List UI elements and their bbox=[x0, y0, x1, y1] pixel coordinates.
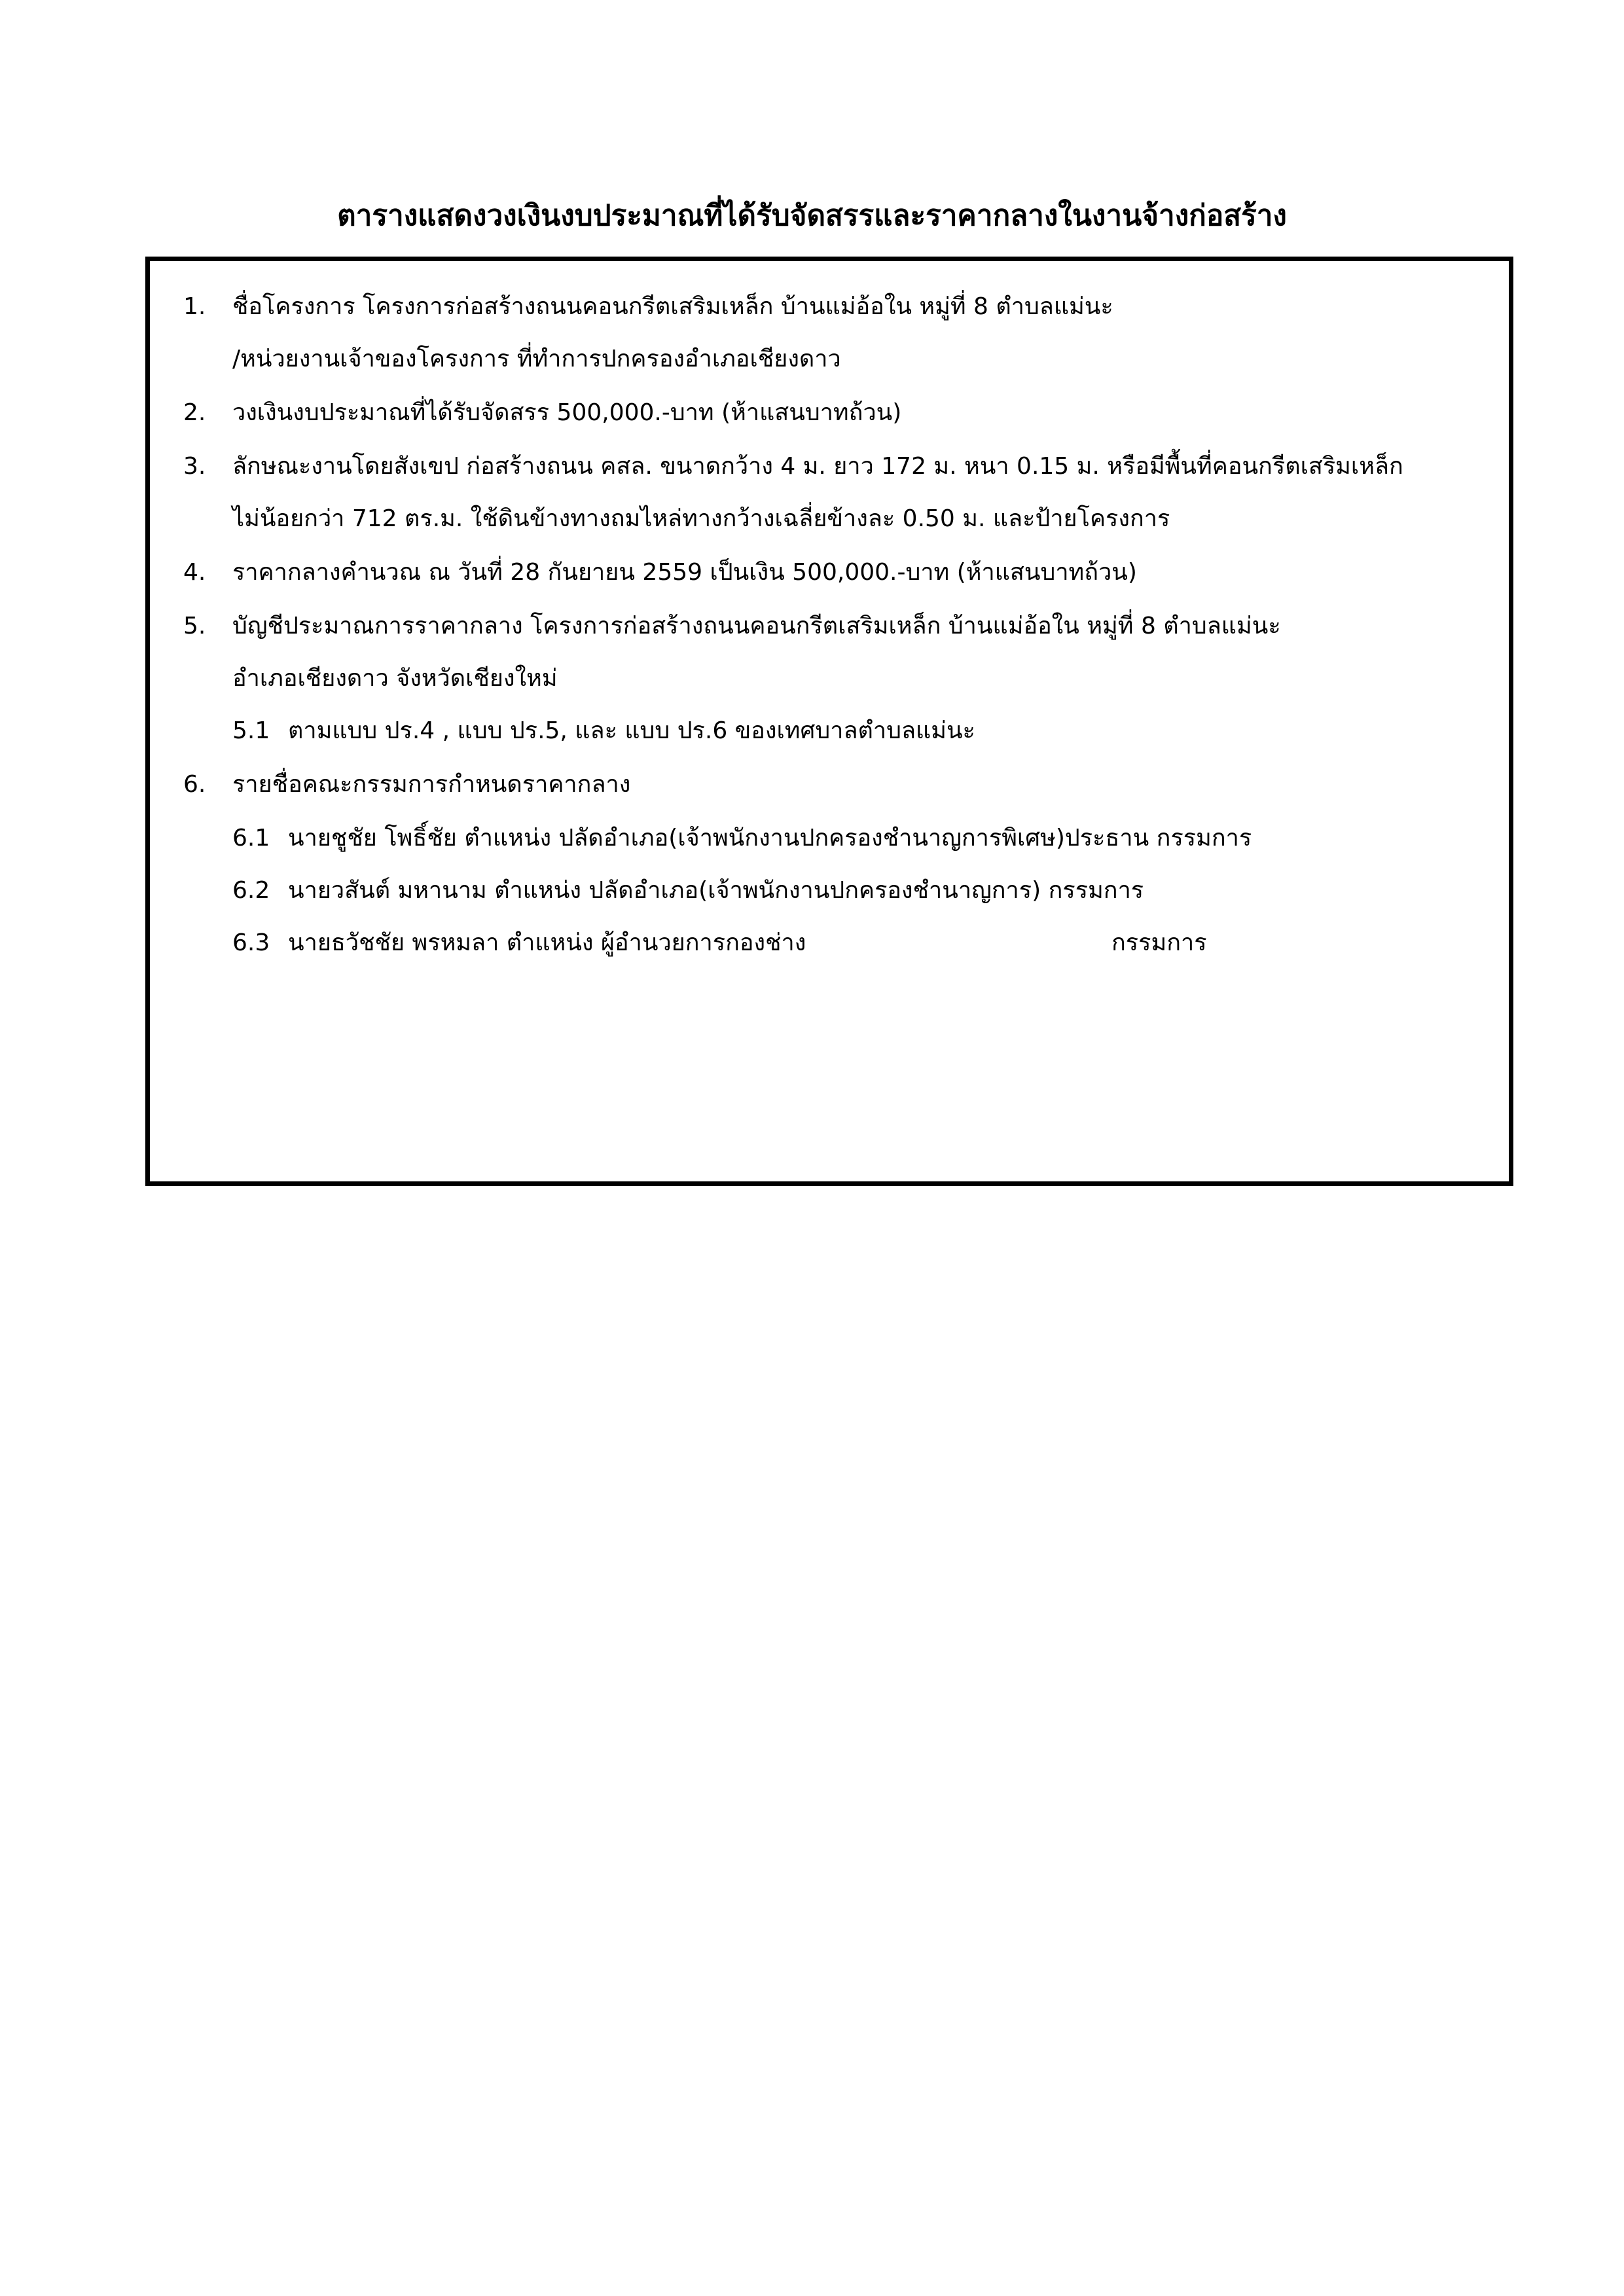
item-4-line-1: ราคากลางคำนวณ ณ วันที่ 28 กันยายน 2559 เป็นเงิน 500,000.-บาท (ห้าแสนบาทถ้วน) bbox=[232, 559, 1137, 586]
item-2-line-1: วงเงินงบประมาณที่ได้รับจัดสรร 500,000.-บาท (ห้าแสนบาทถ้วน) bbox=[232, 399, 902, 426]
item-6-2-number: 6.2 bbox=[232, 877, 270, 904]
item-6-number: 6. bbox=[183, 771, 206, 798]
item-6-3-number: 6.3 bbox=[232, 929, 270, 956]
item-1-number: 1. bbox=[183, 293, 206, 320]
item-2-number: 2. bbox=[183, 399, 206, 426]
item-6-1-number: 6.1 bbox=[232, 825, 270, 852]
item-3-line-1: ลักษณะงานโดยสังเขป ก่อสร้างถนน คสล. ขนาดกว้าง 4 ม. ยาว 172 ม. หนา 0.15 ม. หรือมีพื้นที่คอนกรีตเสริมเหล็ก bbox=[232, 453, 1403, 480]
item-5-number: 5. bbox=[183, 613, 206, 639]
item-5-line-2: อำเภอเชียงดาว จังหวัดเชียงใหม่ bbox=[232, 665, 558, 692]
item-3-line-2: ไม่น้อยกว่า 712 ตร.ม. ใช้ดินข้างทางถมไหล่ทางกว้างเฉลี่ยข้างละ 0.50 ม. และป้ายโครงการ bbox=[232, 505, 1170, 532]
item-1-line-2: /หน่วยงานเจ้าของโครงการ ที่ทำการปกครองอำเภอเชียงดาว bbox=[232, 346, 841, 372]
item-6-line-1: รายชื่อคณะกรรมการกำหนดราคากลาง bbox=[232, 771, 631, 798]
item-1-line-1: ชื่อโครงการ โครงการก่อสร้างถนนคอนกรีตเสริมเหล็ก บ้านแม่อ้อใน หมู่ที่ 8 ตำบลแม่นะ bbox=[232, 293, 1113, 320]
item-6-1-text: นายชูชัย โพธิ์ชัย ตำแหน่ง ปลัดอำเภอ(เจ้าพนักงานปกครองชำนาญการพิเศษ)ประธาน กรรมการ bbox=[288, 825, 1252, 852]
item-6-2-text: นายวสันต์ มหานาม ตำแหน่ง ปลัดอำเภอ(เจ้าพนักงานปกครองชำนาญการ) กรรมการ bbox=[288, 877, 1144, 904]
item-6-3-text: นายธวัชชัย พรหมลา ตำแหน่ง ผู้อำนวยการกองช่าง bbox=[288, 929, 806, 956]
item-5-1-number: 5.1 bbox=[232, 717, 270, 744]
document-title: ตารางแสดงวงเงินงบประมาณที่ได้รับจัดสรรและราคากลางในงานจ้างก่อสร้าง bbox=[337, 199, 1287, 232]
item-3-number: 3. bbox=[183, 453, 206, 480]
item-5-line-1: บัญชีประมาณการราคากลาง โครงการก่อสร้างถนนคอนกรีตเสริมเหล็ก บ้านแม่อ้อใน หมู่ที่ 8 ตำบลแม่นะ bbox=[232, 613, 1281, 639]
item-5-1-text: ตามแบบ ปร.4 , แบบ ปร.5, และ แบบ ปร.6 ของเทศบาลตำบลแม่นะ bbox=[288, 717, 975, 744]
item-4-number: 4. bbox=[183, 559, 206, 586]
item-6-3-role: กรรมการ bbox=[1111, 929, 1207, 956]
